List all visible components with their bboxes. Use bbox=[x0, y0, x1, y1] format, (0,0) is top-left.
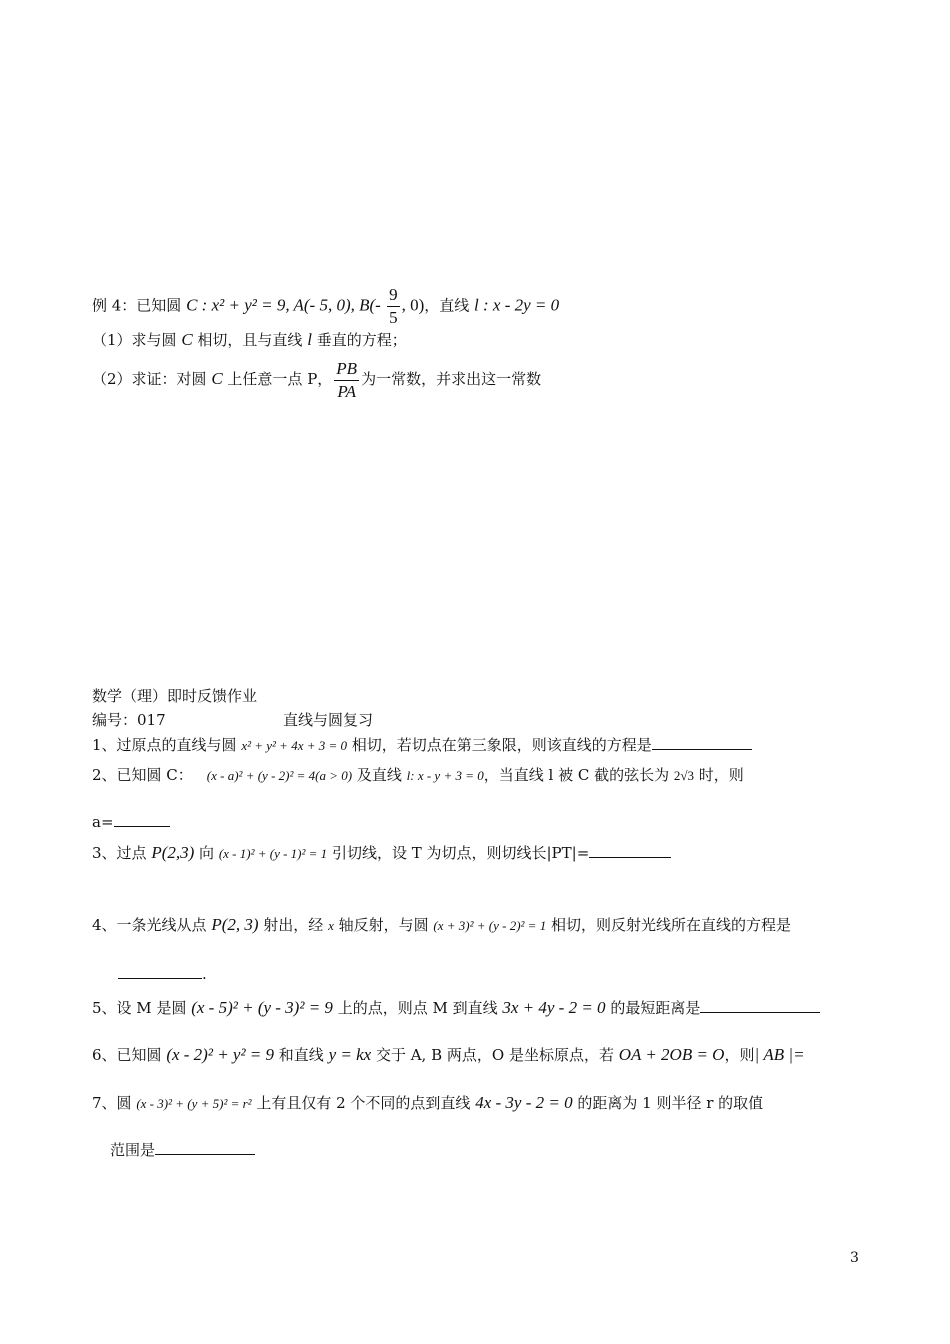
answer-blank bbox=[155, 1140, 255, 1155]
q1-mid: 相切，且与直线 bbox=[192, 331, 308, 349]
q7-prefix: 7、圆 bbox=[92, 1094, 137, 1112]
answer-blank bbox=[114, 812, 170, 827]
example4-fraction bbox=[387, 284, 400, 329]
q7-line-equation: 4x - 3y - 2 = 0 bbox=[475, 1093, 573, 1112]
q7-text: 的距离为 1 则半径 r 的取值 bbox=[572, 1094, 764, 1112]
q2-prefix: （2）求证：对圆 bbox=[92, 370, 212, 388]
homework-code bbox=[92, 710, 166, 730]
q2-a-label: a= bbox=[92, 813, 114, 831]
example4-question-1 bbox=[92, 330, 407, 350]
q2-prefix: 2、已知圆 C： bbox=[92, 766, 193, 784]
fraction-numerator: PB bbox=[334, 358, 359, 381]
q2-mid: 及直线 bbox=[352, 766, 407, 784]
question-6 bbox=[92, 1042, 805, 1068]
q6-end: ，则 bbox=[724, 1046, 755, 1064]
line-symbol: l bbox=[307, 330, 312, 349]
q4-text: 相切，则反射光线所在直线的方程是 bbox=[546, 916, 791, 934]
homework-topic: 直线与圆复习 bbox=[283, 711, 374, 729]
q2-end: 为一常数，并求出这一常数 bbox=[361, 370, 542, 388]
q5-text: 的最短距离是 bbox=[605, 999, 701, 1017]
question-3 bbox=[92, 840, 671, 867]
fraction-numerator: 9 bbox=[387, 284, 400, 307]
question-5 bbox=[92, 995, 820, 1021]
example4-equation: C : x² + y² = 9, A(- 5, 0), B(- bbox=[186, 295, 386, 315]
example4-equation-end: , 0) bbox=[401, 295, 425, 315]
q4-period: . bbox=[202, 965, 207, 983]
question-1 bbox=[92, 735, 752, 756]
question-4-answer bbox=[118, 964, 207, 984]
q6-ab-length: | AB |= bbox=[754, 1045, 805, 1064]
q6-mid: 和直线 bbox=[274, 1046, 329, 1064]
question-2-answer bbox=[92, 812, 170, 832]
q1-prefix: （1）求与圆 bbox=[92, 331, 182, 349]
q2-end: 时，则 bbox=[694, 766, 744, 784]
q3-equation: (x - 1)² + (y - 1)² = 1 bbox=[218, 846, 328, 861]
q2-line-equation: l: x - y + 3 = 0 bbox=[406, 768, 484, 783]
circle-symbol: C bbox=[181, 330, 193, 349]
q2-mid2: ，当直线 l 被 C 截的弦长为 bbox=[483, 766, 674, 784]
answer-blank bbox=[700, 998, 820, 1013]
q1-text: 相切，若切点在第三象限，则该直线的方程是 bbox=[347, 736, 652, 754]
q6-vector-equation: OA + 2OB = O bbox=[618, 1045, 725, 1064]
circle-symbol: C bbox=[211, 369, 223, 388]
q4-point: P(2, 3) bbox=[211, 915, 259, 934]
q5-prefix: 5、设 M 是圆 bbox=[92, 999, 192, 1017]
q4-mid: 射出，经 bbox=[258, 916, 329, 934]
fraction-denominator: PA bbox=[337, 381, 356, 401]
q3-text: 引切线，设 T 为切点，则切线长|PT|= bbox=[327, 844, 590, 862]
q3-prefix: 3、过点 bbox=[92, 844, 152, 862]
q2-equation: (x - a)² + (y - 2)² = 4(a > 0) bbox=[206, 768, 353, 783]
homework-title: 数学（理）即时反馈作业 bbox=[92, 687, 258, 705]
question-7 bbox=[92, 1090, 763, 1117]
q4-prefix: 4、一条光线从点 bbox=[92, 916, 212, 934]
answer-blank bbox=[589, 843, 671, 858]
q5-equation: (x - 5)² + (y - 3)² = 9 bbox=[191, 998, 333, 1017]
fraction-denominator: 5 bbox=[389, 308, 398, 327]
example4-line-equation: l : x - 2y = 0 bbox=[474, 295, 560, 315]
ratio-fraction bbox=[334, 358, 359, 403]
q3-mid: 向 bbox=[194, 844, 219, 862]
q6-line-equation: y = kx bbox=[328, 1045, 372, 1064]
q5-mid: 上的点，则点 M 到直线 bbox=[332, 999, 503, 1017]
q7-continued-text: 范围是 bbox=[110, 1141, 156, 1159]
example4-prefix: 例 4：已知圆 bbox=[92, 296, 187, 315]
q1-end: 垂直的方程； bbox=[311, 331, 407, 349]
q4-axis: x bbox=[328, 918, 334, 933]
q4-mid2: 轴反射，与圆 bbox=[333, 916, 434, 934]
q1-prefix: 1、过原点的直线与圆 bbox=[92, 736, 242, 754]
question-4 bbox=[92, 912, 791, 939]
q4-equation: (x + 3)² + (y - 2)² = 1 bbox=[433, 918, 547, 933]
code-label: 编号：017 bbox=[92, 711, 166, 729]
example4-question-2 bbox=[92, 356, 541, 403]
q2-chord-length: 2√3 bbox=[673, 768, 695, 783]
example4-mid: ，直线 bbox=[424, 296, 475, 315]
q1-equation: x² + y² + 4x + 3 = 0 bbox=[241, 738, 348, 753]
answer-blank bbox=[652, 735, 752, 750]
q6-equation: (x - 2)² + y² = 9 bbox=[166, 1045, 275, 1064]
q2-mid: 上任意一点 P， bbox=[222, 370, 333, 388]
q6-mid2: 交于 A, B 两点，O 是坐标原点，若 bbox=[371, 1046, 619, 1064]
q7-equation: (x - 3)² + (y + 5)² = r² bbox=[136, 1096, 252, 1111]
answer-blank bbox=[118, 964, 202, 979]
question-2 bbox=[92, 762, 744, 789]
q7-mid: 上有且仅有 2 个不同的点到直线 bbox=[251, 1094, 476, 1112]
q3-point: P(2,3) bbox=[151, 843, 195, 862]
question-7-continued bbox=[110, 1140, 255, 1160]
example4-line bbox=[92, 284, 559, 329]
q5-line-equation: 3x + 4y - 2 = 0 bbox=[502, 998, 606, 1017]
page-number: 3 bbox=[850, 1250, 859, 1266]
q6-prefix: 6、已知圆 bbox=[92, 1046, 167, 1064]
